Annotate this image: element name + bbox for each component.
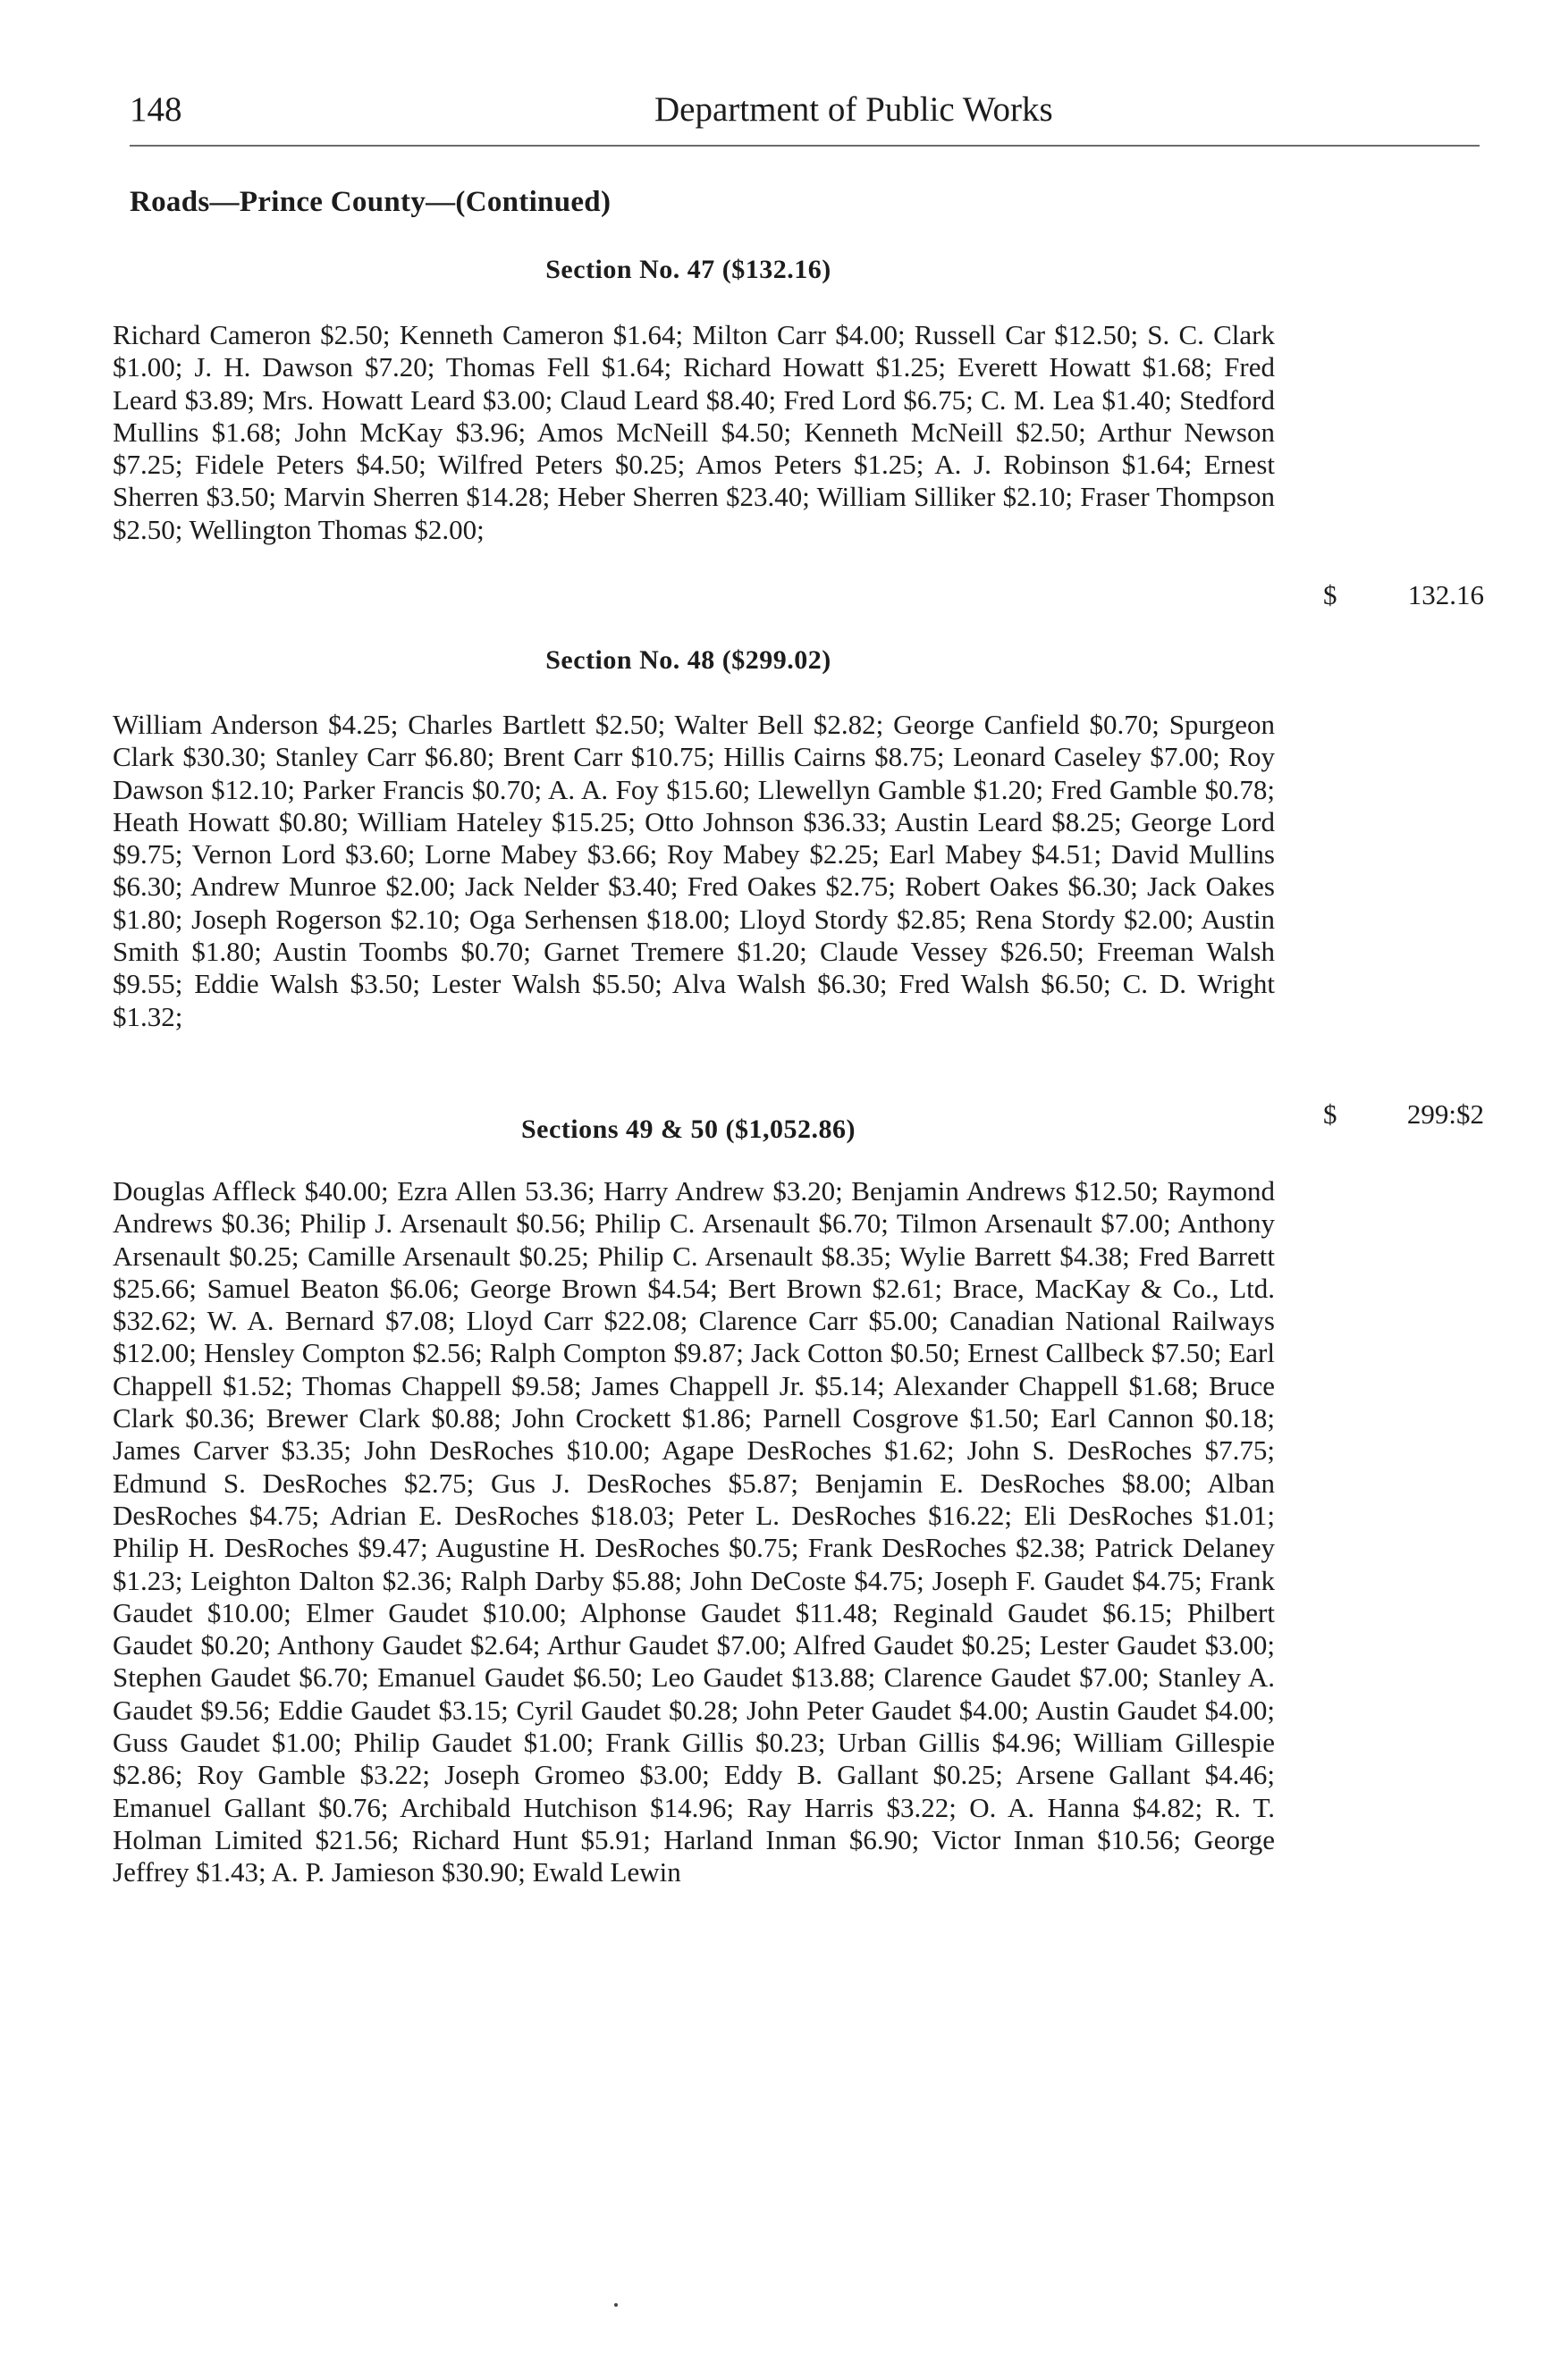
running-title: Department of Public Works	[654, 90, 1053, 129]
section-title: Section No. 48 ($299.02)	[545, 645, 831, 675]
page-header	[130, 89, 1480, 130]
section-header: Roads—Prince County—(Continued)	[130, 186, 612, 218]
currency-sign: $	[1323, 579, 1337, 610]
total-value: 299:$2	[1406, 1098, 1484, 1130]
section-title: Section No. 47 ($132.16)	[545, 255, 831, 284]
total-value: 132.16	[1407, 579, 1484, 610]
currency-sign: $	[1323, 1098, 1337, 1130]
section-total	[1323, 1098, 1484, 1131]
section-body: Richard Cameron $2.50; Kenneth Cameron $1.64; Milton Carr $4.00; Russell Car $12.50; S. C. Clark $1.00; J. H. Dawson $7.20; Thomas Fell $1.64; Richard Howatt $1.25; Everett Howatt $1.68; Fred Leard $3.89; Mrs. Howatt Leard $3.00; Claud Leard $8.40; Fred Lord $6.75; C. M. Lea $1.40; Stedford Mullins $1.68; John McKay $3.96; Amos McNeill $4.50; Kenneth McNeill $2.50; Arthur Newson $7.25; Fidele Peters $4.50; Wilfred Peters $0.25; Amos Peters $1.25; A. J. Robinson $1.64; Ernest Sherren $3.50; Marvin Sherren $14.28; Heber Sherren $23.40; William Silliker $2.10; Fraser Thompson $2.50; Wellington Thomas $2.00;	[113, 319, 1275, 545]
stray-mark	[614, 2303, 618, 2307]
header-rule	[130, 145, 1480, 147]
page-number: 148	[130, 90, 182, 129]
section-body: William Anderson $4.25; Charles Bartlett $2.50; Walter Bell $2.82; George Canfield $0.70; Spurgeon Clark $30.30; Stanley Carr $6.80; Brent Carr $10.75; Hillis Cairns $8.75; Leonard Caseley $7.00; Roy Dawson $12.10; Parker Francis $0.70; A. A. Foy $15.60; Llewellyn Gamble $1.20; Fred Gamble $0.78; Heath Howatt $0.80; William Hateley $15.25; Otto Johnson $36.33; Austin Leard $8.25; George Lord $9.75; Vernon Lord $3.60; Lorne Mabey $3.66; Roy Mabey $2.25; Earl Mabey $4.51; David Mullins $6.30; Andrew Munroe $2.00; Jack Nelder $3.40; Fred Oakes $2.75; Robert Oakes $6.30; Jack Oakes $1.80; Joseph Rogerson $2.10; Oga Serhensen $18.00; Lloyd Stordy $2.85; Rena Stordy $2.00; Austin Smith $1.80; Austin Toombs $0.70; Garnet Tremere $1.20; Claude Vessey $26.50; Freeman Walsh $9.55; Eddie Walsh $3.50; Lester Walsh $5.50; Alva Walsh $6.30; Fred Walsh $6.50; C. D. Wright $1.32;	[113, 709, 1275, 1032]
section-body: Douglas Affleck $40.00; Ezra Allen 53.36; Harry Andrew $3.20; Benjamin Andrews $12.50; Raymond Andrews $0.36; Philip J. Arsenault $0.56; Philip C. Arsenault $6.70; Tilmon Arsenault $7.00; Anthony Arsenault $0.25; Camille Arsenault $0.25; Philip C. Arsenault $8.35; Wylie Barrett $4.38; Fred Barrett $25.66; Samuel Beaton $6.06; George Brown $4.54; Bert Brown $2.61; Brace, MacKay & Co., Ltd. $32.62; W. A. Bernard $7.08; Lloyd Carr $22.08; Clarence Carr $5.00; Canadian National Railways $12.00; Hensley Compton $2.56; Ralph Compton $9.87; Jack Cotton $0.50; Ernest Callbeck $7.50; Earl Chappell $1.52; Thomas Chappell $9.58; James Chappell Jr. $5.14; Alexander Chappell $1.68; Bruce Clark $0.36; Brewer Clark $0.88; John Crockett $1.86; Parnell Cosgrove $1.50; Earl Cannon $0.18; James Carver $3.35; John DesRoches $10.00; Agape DesRoches $1.62; John S. DesRoches $7.75; Edmund S. DesRoches $2.75; Gus J. DesRoches $5.87; Benjamin E. DesRoches $8.00; Alban DesRoches $4.75; Adrian E. DesRoches $18.03; Peter L. DesRoches $16.22; Eli DesRoches $1.01; Philip H. DesRoches $9.47; Augustine H. DesRoches $0.75; Frank DesRoches $2.38; Patrick Delaney $1.23; Leighton Dalton $2.36; Ralph Darby $5.88; John DeCoste $4.75; Joseph F. Gaudet $4.75; Frank Gaudet $10.00; Elmer Gaudet $10.00; Alphonse Gaudet $11.48; Reginald Gaudet $6.15; Philbert Gaudet $0.20; Anthony Gaudet $2.64; Arthur Gaudet $7.00; Alfred Gaudet $0.25; Lester Gaudet $3.00; Stephen Gaudet $6.70; Emanuel Gaudet $6.50; Leo Gaudet $13.88; Clarence Gaudet $7.00; Stanley A. Gaudet $9.56; Eddie Gaudet $3.15; Cyril Gaudet $0.28; John Peter Gaudet $4.00; Austin Gaudet $4.00; Guss Gaudet $1.00; Philip Gaudet $1.00; Frank Gillis $0.23; Urban Gillis $4.96; William Gillespie $2.86; Roy Gamble $3.22; Joseph Gromeo $3.00; Eddy B. Gallant $0.25; Arsene Gallant $4.46; Emanuel Gallant $0.76; Archibald Hutchison $14.96; Ray Harris $3.22; O. A. Hanna $4.82; R. T. Holman Limited $21.56; Richard Hunt $5.91; Harland Inman $6.90; Victor Inman $10.56; George Jeffrey $1.43; A. P. Jamieson $30.90; Ewald Lewin	[113, 1175, 1275, 1888]
section-total	[1323, 579, 1484, 611]
section-title: Sections 49 & 50 ($1,052.86)	[521, 1114, 856, 1144]
